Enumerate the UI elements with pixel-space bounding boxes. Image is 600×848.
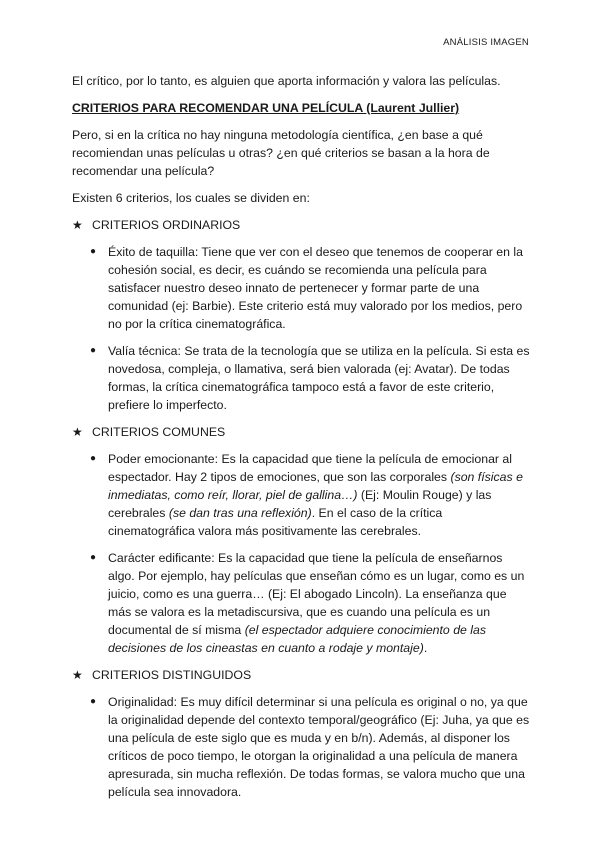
italic-text-run: (son físicas e inmediatas, como reír, llorar, piel de gallina…) (108, 470, 523, 502)
list-ordinarios (72, 243, 530, 414)
list-distinguidos (72, 693, 530, 801)
list-item-text (108, 549, 530, 657)
section-distinguidos (72, 666, 530, 684)
star-icon: ★ (72, 425, 83, 439)
text-run: . En el caso de la crítica cinematográfica valora más positivamente las cerebrales. (108, 506, 443, 538)
page-header: ANÁLISIS IMAGEN (443, 37, 529, 48)
list-item (72, 693, 530, 801)
list-item-text (108, 450, 530, 540)
list-item (72, 450, 530, 540)
text-run: Poder emocionante: Es la capacidad que tiene la película de emocionar al espectador. Hay 2 tipos de emociones, que son las corporales (108, 452, 513, 484)
section-heading: CRITERIOS PARA RECOMENDAR UNA PELÍCULA (Laurent Jullier) (72, 101, 460, 115)
text-run: Carácter edificante: Es la capacidad que tiene la película de enseñarnos algo. Por ejemplo, hay películas que enseñan cómo es un lugar, como es un juicio, como es una guerra… (Ej: El abogado Lincoln). La enseñanza que más se valora es la metadiscursiva, que es cuando una película es un documental de sí misma (108, 551, 525, 637)
criteria-intro-paragraph: Existen 6 criterios, los cuales se dividen en: (72, 191, 310, 205)
section-title: CRITERIOS ORDINARIOS (92, 218, 241, 232)
question-paragraph: Pero, si en la crítica no hay ninguna metodología científica, ¿en base a qué recomiendan unas películas u otras? ¿en qué criterios se basan a la hora de recomendar una película? (72, 128, 490, 178)
section-comunes (72, 423, 530, 441)
bullet-dot-icon: ● (90, 453, 97, 464)
bullet-dot-icon: ● (90, 345, 97, 356)
intro-paragraph: El crítico, por lo tanto, es alguien que aporta información y valora las películas. (72, 74, 501, 88)
section-title: CRITERIOS DISTINGUIDOS (92, 668, 252, 682)
list-item-text: Valía técnica: Se trata de la tecnología que se utiliza en la película. Si esta es novedosa, compleja, o llamativa, será bien valorada (ej: Avatar). De todas formas, la crítica cinematográfica tampoco está a favor de este criterio, prefiere lo imperfecto. (108, 344, 530, 412)
star-icon: ★ (72, 668, 83, 682)
italic-text-run: (se dan tras una reflexión) (168, 506, 312, 520)
bullet-dot-icon: ● (90, 246, 97, 257)
list-item-text: Originalidad: Es muy difícil determinar si una película es original o no, ya que la originalidad depende del contexto temporal/geográfico (Ej: Juha, ya que es una película de este siglo que es muda y en b/n). Además, al disponer los críticos de poco tiempo, le otorgan la originalidad a una película de manera apresurada, sin mucha reflexión. De todas formas, se valora mucho que una película sea innovadora. (108, 695, 530, 799)
list-comunes (72, 450, 530, 657)
italic-text-run: (el espectador adquiere conocimiento de las decisiones de los cineastas en cuanto a rodaje y montaje) (108, 623, 487, 655)
list-item-text: Éxito de taquilla: Tiene que ver con el deseo que tenemos de cooperar en la cohesión social, es decir, es cuándo se recomienda una película para satisfacer nuestro deseo innato de pertenecer y formar parte de una comunidad (ej: Barbie). Este criterio está muy valorado por los medios, pero no por la crítica cinematográfica. (108, 245, 523, 331)
document-body (72, 72, 530, 810)
bullet-dot-icon: ● (90, 552, 97, 563)
section-ordinarios (72, 216, 530, 234)
bullet-dot-icon: ● (90, 696, 97, 707)
text-run: (Ej: Moulin Rouge) y las cerebrales (108, 488, 492, 520)
list-item (72, 243, 530, 333)
section-title: CRITERIOS COMUNES (92, 425, 226, 439)
star-icon: ★ (72, 218, 83, 232)
text-run: . (423, 641, 428, 655)
list-item (72, 342, 530, 414)
list-item (72, 549, 530, 657)
